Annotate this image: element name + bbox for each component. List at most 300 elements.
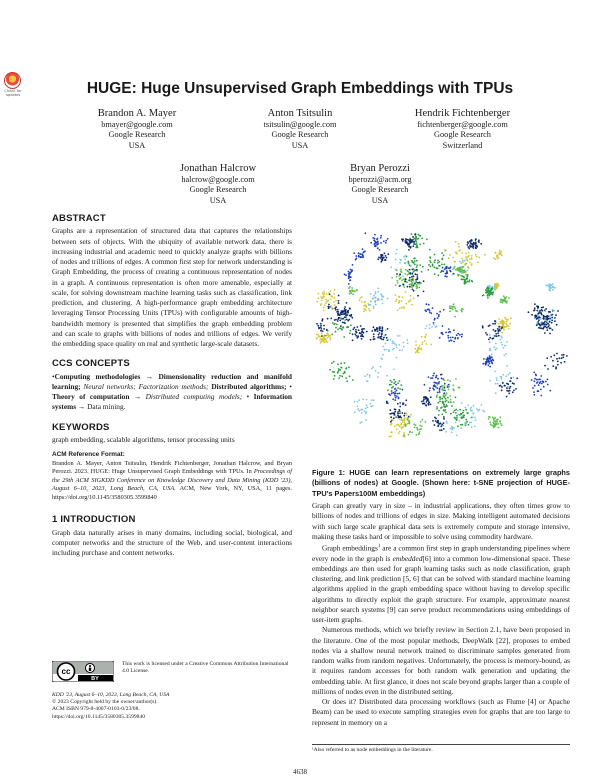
scatter-point: [468, 252, 470, 254]
scatter-point: [485, 364, 487, 366]
scatter-point: [459, 334, 461, 336]
scatter-point: [434, 254, 436, 256]
scatter-point: [416, 260, 418, 262]
scatter-point: [339, 375, 341, 377]
scatter-point: [328, 307, 330, 309]
scatter-point: [335, 300, 337, 302]
scatter-point: [399, 285, 401, 287]
scatter-point: [441, 252, 443, 254]
scatter-point: [510, 380, 512, 382]
scatter-point: [535, 375, 537, 377]
scatter-point: [499, 250, 501, 252]
scatter-point: [394, 408, 396, 410]
scatter-point: [380, 235, 382, 237]
scatter-point: [421, 238, 423, 240]
scatter-point: [379, 249, 381, 251]
scatter-point: [362, 399, 364, 401]
scatter-point: [333, 324, 335, 326]
scatter-point: [350, 314, 352, 316]
scatter-point: [556, 353, 558, 355]
scatter-point: [403, 435, 405, 437]
scatter-point: [354, 401, 356, 403]
scatter-point: [432, 265, 434, 267]
scatter-point: [399, 278, 401, 280]
scatter-point: [455, 241, 457, 243]
scatter-point: [424, 340, 426, 342]
scatter-point: [377, 376, 379, 378]
scatter-point: [540, 318, 542, 320]
scatter-point: [325, 339, 327, 341]
pub-copyright: © 2023 Copyright held by the owner/author(s).: [52, 699, 158, 706]
scatter-point: [387, 253, 389, 255]
scatter-point: [473, 412, 475, 414]
scatter-point: [534, 318, 536, 320]
scatter-point: [416, 264, 418, 266]
scatter-point: [439, 337, 441, 339]
scatter-point: [509, 388, 511, 390]
scatter-point: [462, 276, 464, 278]
scatter-point: [508, 328, 510, 330]
scatter-point: [397, 335, 399, 337]
scatter-point: [391, 390, 393, 392]
scatter-point: [492, 360, 494, 362]
scatter-point: [387, 298, 389, 300]
scatter-point: [414, 427, 416, 429]
scatter-point: [439, 401, 441, 403]
scatter-point: [461, 278, 463, 280]
scatter-point: [489, 366, 491, 368]
scatter-point: [434, 267, 436, 269]
ccs-term: Information systems: [52, 392, 292, 412]
scatter-point: [407, 342, 409, 344]
scatter-point: [435, 418, 437, 420]
author-email[interactable]: halcrow@google.com: [181, 175, 255, 184]
scatter-point: [375, 291, 377, 293]
scatter-point: [381, 336, 383, 338]
scatter-point: [323, 291, 325, 293]
scatter-point: [540, 375, 542, 377]
scatter-point: [408, 239, 410, 241]
scatter-point: [393, 382, 395, 384]
scatter-point: [339, 320, 341, 322]
scatter-point: [495, 286, 497, 288]
arrow-icon: →: [77, 402, 86, 412]
scatter-point: [407, 270, 409, 272]
scatter-point: [536, 324, 538, 326]
scatter-point: [461, 266, 463, 268]
scatter-point: [402, 296, 404, 298]
intro-heading: 1 INTRODUCTION: [52, 513, 136, 525]
scatter-point: [361, 334, 363, 336]
scatter-point: [403, 278, 405, 280]
scatter-point: [441, 406, 443, 408]
scatter-point: [384, 259, 386, 261]
scatter-point: [471, 255, 473, 257]
scatter-point: [550, 287, 552, 289]
scatter-point: [447, 386, 449, 388]
scatter-point: [506, 341, 508, 343]
scatter-point: [440, 426, 442, 428]
reference-doi[interactable]: ACM, New York, NY, USA, 11 pages. https://doi.org/10.1145/3580305.3599840: [52, 485, 292, 501]
scatter-point: [389, 380, 391, 382]
scatter-point: [424, 309, 426, 311]
scatter-point: [404, 421, 406, 423]
scatter-point: [411, 239, 413, 241]
reference-venue: Proceedings of the 29th ACM SIGKDD Conference on Knowledge Discovery and Data Mining (KDD '23), August 6–10, 2023, Long Beach, CA, USA.: [52, 468, 293, 493]
author-email[interactable]: bmayer@google.com: [101, 120, 173, 129]
scatter-point: [377, 328, 379, 330]
scatter-point: [436, 422, 438, 424]
scatter-point: [557, 361, 559, 363]
scatter-point: [446, 422, 448, 424]
scatter-point: [405, 412, 407, 414]
scatter-point: [438, 410, 440, 412]
scatter-point: [411, 304, 413, 306]
scatter-point: [412, 236, 414, 238]
scatter-point: [500, 376, 502, 378]
scatter-point: [443, 264, 445, 266]
scatter-point: [334, 297, 336, 299]
right-column: [312, 501, 570, 728]
scatter-point: [539, 379, 541, 381]
scatter-point: [538, 314, 540, 316]
scatter-point: [413, 297, 415, 299]
scatter-point: [371, 330, 373, 332]
scatter-point: [463, 410, 465, 412]
scatter-point: [345, 311, 347, 313]
scatter-point: [320, 325, 322, 327]
scatter-point: [497, 423, 499, 425]
scatter-point: [496, 283, 498, 285]
scatter-point: [504, 385, 506, 387]
scatter-point: [415, 281, 417, 283]
scatter-point: [500, 335, 502, 337]
scatter-point: [468, 267, 470, 269]
scatter-point: [399, 335, 401, 337]
scatter-point: [495, 333, 497, 335]
scatter-point: [330, 298, 332, 300]
scatter-point: [498, 335, 500, 337]
scatter-point: [543, 386, 545, 388]
scatter-point: [419, 425, 421, 427]
scatter-point: [370, 242, 372, 244]
scatter-point: [470, 243, 472, 245]
scatter-point: [445, 404, 447, 406]
scatter-point: [409, 269, 411, 271]
scatter-point: [375, 293, 377, 295]
scatter-point: [447, 397, 449, 399]
scatter-point: [397, 424, 399, 426]
scatter-point: [443, 309, 445, 311]
scatter-point: [459, 387, 461, 389]
scatter-point: [401, 349, 403, 351]
scatter-point: [508, 393, 510, 395]
scatter-point: [429, 327, 431, 329]
pub-doi[interactable]: https://doi.org/10.1145/3580305.3599840: [52, 713, 146, 720]
scatter-point: [452, 388, 454, 390]
scatter-point: [464, 422, 466, 424]
scatter-point: [387, 339, 389, 341]
scatter-point: [405, 255, 407, 257]
scatter-point: [330, 290, 332, 292]
scatter-point: [470, 407, 472, 409]
scatter-point: [465, 271, 467, 273]
scatter-point: [548, 324, 550, 326]
scatter-point: [436, 406, 438, 408]
scatter-point: [509, 323, 511, 325]
scatter-point: [445, 250, 447, 252]
scatter-point: [392, 419, 394, 421]
scatter-point: [494, 335, 496, 337]
scatter-point: [438, 381, 440, 383]
scatter-point: [389, 409, 391, 411]
scatter-point: [459, 249, 461, 251]
scatter-point: [441, 270, 443, 272]
check-for-updates-badge[interactable]: [4, 72, 22, 102]
scatter-point: [395, 381, 397, 383]
scatter-point: [410, 241, 412, 243]
scatter-point: [493, 346, 495, 348]
scatter-point: [447, 335, 449, 337]
scatter-point: [489, 348, 491, 350]
scatter-point: [465, 278, 467, 280]
scatter-point: [449, 310, 451, 312]
scatter-point: [473, 405, 475, 407]
scatter-point: [401, 412, 403, 414]
scatter-point: [415, 236, 417, 238]
scatter-point: [400, 423, 402, 425]
scatter-point: [397, 280, 399, 282]
scatter-point: [409, 279, 411, 281]
scatter-point: [456, 415, 458, 417]
scatter-point: [423, 280, 425, 282]
scatter-point: [357, 401, 359, 403]
cc-by-license-icon[interactable]: [52, 661, 114, 682]
scatter-point: [466, 257, 468, 259]
scatter-point: [394, 411, 396, 413]
footnote-marker[interactable]: 1: [377, 544, 381, 549]
scatter-point: [361, 301, 363, 303]
scatter-point: [338, 317, 340, 319]
scatter-point: [410, 280, 412, 282]
scatter-point: [396, 357, 398, 359]
scatter-point: [401, 427, 403, 429]
scatter-point: [350, 269, 352, 271]
author-affiliation: Google Research: [189, 185, 247, 195]
scatter-point: [454, 410, 456, 412]
scatter-point: [445, 411, 447, 413]
scatter-point: [461, 413, 463, 415]
scatter-point: [443, 428, 445, 430]
scatter-point: [377, 243, 379, 245]
scatter-point: [437, 274, 439, 276]
scatter-point: [439, 396, 441, 398]
scatter-point: [397, 309, 399, 311]
scatter-point: [387, 328, 389, 330]
scatter-point: [384, 252, 386, 254]
scatter-point: [326, 334, 328, 336]
scatter-point: [394, 343, 396, 345]
scatter-point: [440, 386, 442, 388]
scatter-point: [399, 402, 401, 404]
reference-text: Brandon A. Mayer, Anton Tsitsulin, Hendrik Fichtenberger, Jonathan Halcrow, and Bryan Perozzi. 2023. HUGE: Huge Unsupervised Graph Embeddings with TPUs. In: [52, 459, 292, 476]
scatter-point: [366, 404, 368, 406]
scatter-point: [493, 419, 495, 421]
scatter-point: [439, 423, 441, 425]
scatter-point: [346, 326, 348, 328]
scatter-point: [475, 254, 477, 256]
scatter-point: [353, 327, 355, 329]
author-block: [225, 107, 375, 151]
scatter-point: [501, 332, 503, 334]
scatter-point: [401, 279, 403, 281]
scatter-point: [380, 242, 382, 244]
scatter-point: [557, 364, 559, 366]
scatter-point: [386, 257, 388, 259]
scatter-point: [401, 300, 403, 302]
scatter-point: [396, 428, 398, 430]
scatter-point: [338, 368, 340, 370]
scatter-point: [321, 332, 323, 334]
scatter-point: [392, 340, 394, 342]
scatter-point: [444, 387, 446, 389]
scatter-point: [349, 290, 351, 292]
scatter-point: [552, 286, 554, 288]
scatter-point: [380, 255, 382, 257]
scatter-point: [416, 284, 418, 286]
scatter-point: [440, 398, 442, 400]
scatter-point: [445, 398, 447, 400]
scatter-point: [411, 432, 413, 434]
scatter-point: [370, 403, 372, 405]
scatter-point: [349, 332, 351, 334]
scatter-point: [381, 298, 383, 300]
scatter-point: [403, 403, 405, 405]
scatter-point: [442, 389, 444, 391]
scatter-point: [418, 234, 420, 236]
scatter-point: [345, 313, 347, 315]
scatter-point: [556, 324, 558, 326]
scatter-point: [468, 248, 470, 250]
scatter-point: [434, 261, 436, 263]
scatter-point: [441, 429, 443, 431]
scatter-point: [322, 336, 324, 338]
scatter-point: [488, 360, 490, 362]
scatter-point: [467, 405, 469, 407]
scatter-point: [448, 328, 450, 330]
scatter-point: [369, 376, 371, 378]
scatter-point: [393, 369, 395, 371]
scatter-point: [341, 329, 343, 331]
scatter-point: [346, 302, 348, 304]
scatter-point: [467, 241, 469, 243]
author-email[interactable]: bperozzi@acm.org: [348, 175, 412, 184]
scatter-point: [337, 328, 339, 330]
author-email[interactable]: fichtenberger@google.com: [417, 120, 508, 129]
scatter-point: [382, 346, 384, 348]
scatter-point: [449, 307, 451, 309]
scatter-point: [443, 416, 445, 418]
scatter-point: [405, 291, 407, 293]
scatter-point: [468, 281, 470, 283]
scatter-point: [444, 409, 446, 411]
scatter-point: [489, 355, 491, 357]
scatter-point: [465, 409, 467, 411]
author-country: USA: [209, 195, 227, 205]
scatter-point: [345, 377, 347, 379]
scatter-point: [561, 357, 563, 359]
scatter-point: [381, 328, 383, 330]
scatter-point: [386, 401, 388, 403]
scatter-point: [385, 343, 387, 345]
scatter-point: [405, 240, 407, 242]
scatter-point: [457, 267, 459, 269]
scatter-point: [337, 309, 339, 311]
scatter-point: [496, 379, 498, 381]
scatter-point: [476, 256, 478, 258]
scatter-point: [544, 317, 546, 319]
scatter-point: [506, 365, 508, 367]
scatter-point: [451, 306, 453, 308]
scatter-point: [502, 302, 504, 304]
badge-caption-top: Check for: [4, 89, 22, 93]
scatter-point: [367, 380, 369, 382]
scatter-point: [561, 354, 563, 356]
scatter-point: [377, 291, 379, 293]
scatter-point: [429, 390, 431, 392]
scatter-point: [400, 270, 402, 272]
scatter-point: [351, 269, 353, 271]
scatter-point: [363, 311, 365, 313]
scatter-point: [418, 287, 420, 289]
scatter-point: [394, 426, 396, 428]
scatter-point: [405, 238, 407, 240]
scatter-point: [348, 271, 350, 273]
scatter-point: [425, 405, 427, 407]
scatter-point: [510, 317, 512, 319]
scatter-point: [455, 310, 457, 312]
scatter-point: [344, 322, 346, 324]
scatter-point: [330, 295, 332, 297]
scatter-point: [481, 404, 483, 406]
scatter-point: [380, 237, 382, 239]
author-country: Switzerland: [442, 140, 483, 150]
scatter-point: [390, 435, 392, 437]
scatter-point: [405, 279, 407, 281]
scatter-point: [373, 295, 375, 297]
pub-venue: KDD '23, August 6–10, 2023, Long Beach, CA, USA: [52, 692, 170, 698]
scatter-point: [340, 314, 342, 316]
scatter-point: [487, 287, 489, 289]
scatter-point: [489, 324, 491, 326]
scatter-point: [449, 305, 451, 307]
scatter-point: [560, 362, 562, 364]
scatter-point: [492, 417, 494, 419]
author-email[interactable]: tsitsulin@google.com: [263, 120, 337, 129]
cc-by-graphic: [52, 661, 114, 682]
scatter-point: [557, 310, 559, 312]
scatter-point: [533, 394, 535, 396]
scatter-point: [353, 252, 355, 254]
scatter-point: [540, 389, 542, 391]
scatter-point: [545, 285, 547, 287]
scatter-point: [512, 377, 514, 379]
scatter-point: [400, 269, 402, 271]
scatter-point: [329, 337, 331, 339]
scatter-point: [449, 380, 451, 382]
scatter-point: [437, 317, 439, 319]
author-country: USA: [128, 140, 146, 150]
